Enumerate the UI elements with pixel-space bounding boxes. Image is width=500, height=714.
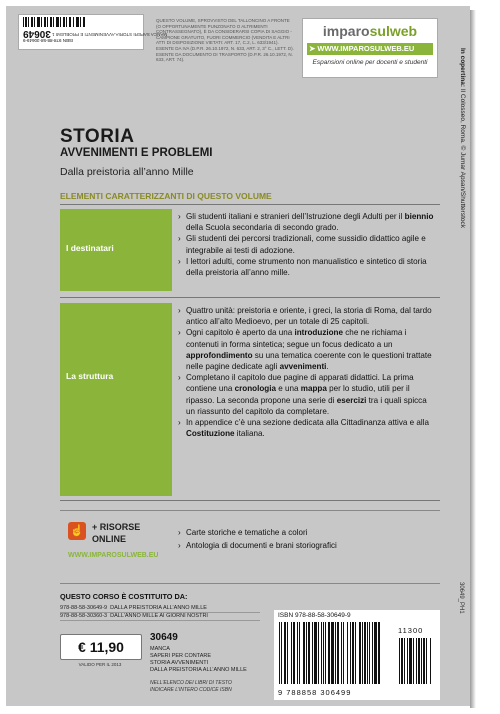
barcode-bar — [399, 638, 400, 684]
list-item — [178, 539, 434, 552]
cover-credit — [459, 48, 466, 228]
barcode-bar — [341, 622, 342, 684]
cover-credit-label: In copertina: — [459, 48, 466, 88]
bullet-icon: › — [178, 328, 181, 338]
barcode-bar — [352, 622, 354, 684]
item-text: italiana. — [234, 429, 265, 439]
barcode-number: 9 788858 306499 — [278, 688, 352, 697]
barcode-bar — [343, 622, 344, 684]
product-line: SAPERI PER CONTARE — [150, 653, 212, 659]
plus-icon: + — [92, 522, 98, 532]
item-text: . — [326, 362, 329, 372]
isbn-barcode — [274, 610, 440, 700]
item-text: Completano il capitolo due pagine di apparati didattici. La prima contiene una — [186, 373, 414, 394]
barcode-bar — [421, 638, 422, 684]
barcode-addon-number: 11300 — [398, 626, 424, 635]
barcode-bar — [401, 638, 403, 684]
item-emphasis: avvenimenti — [279, 362, 327, 372]
composition-desc: DALL’ANNO MILLE AI GIORNI NOSTRI — [110, 613, 208, 619]
barcode-bar — [279, 622, 280, 684]
bullet-icon: › — [178, 541, 181, 550]
item-emphasis: cronologia — [234, 384, 276, 394]
item-text: I lettori adulti, come strumento non manualistico e sintetico di storia della preistoria all’anno mille. — [186, 256, 427, 278]
item-emphasis: biennio — [404, 212, 434, 221]
arrow-icon: ➤ — [309, 44, 318, 53]
barcode-bar — [378, 622, 380, 684]
barcode-bar — [404, 638, 405, 684]
list-item — [178, 327, 434, 372]
product-code: 30649 — [150, 632, 178, 643]
barcode-bar — [321, 622, 322, 684]
price-validity: VALIDO PER IL 2013 — [78, 662, 122, 667]
barcode-bar — [367, 622, 368, 684]
item-text: per lo studio, utili per il ripasso. La seconda propone una serie di — [186, 384, 410, 405]
barcode-bar — [418, 638, 420, 684]
item-emphasis: approfondimento — [186, 350, 253, 360]
composition-isbn: 978-88-58-30360-3 — [60, 613, 108, 619]
bullet-icon: › — [178, 418, 181, 428]
barcode-icon — [278, 622, 394, 686]
item-emphasis: mappa — [300, 384, 327, 394]
imparosulweb-box — [302, 18, 438, 78]
barcode-bar — [284, 622, 286, 684]
barcode-bar — [331, 622, 334, 684]
bullet-icon: › — [178, 256, 181, 266]
isbn-note — [150, 680, 232, 693]
barcode-bar — [369, 622, 370, 684]
imparosulweb-url[interactable] — [307, 43, 433, 55]
divider — [60, 510, 440, 511]
item-emphasis: esercizi — [336, 395, 367, 405]
list-item — [178, 211, 434, 233]
section-title: ELEMENTI CARATTERIZZANTI DI QUESTO VOLUME — [60, 191, 272, 201]
barcode-bar — [423, 638, 425, 684]
product-line: DALLA PREISTORIA ALL’ANNO MILLE — [150, 667, 247, 673]
list-item — [178, 305, 434, 327]
destinatari-label-cell — [60, 209, 172, 291]
price: € 11,90 — [78, 639, 124, 655]
barcode-bar — [426, 638, 427, 684]
barcode-bar — [308, 622, 310, 684]
product-line: MANCA — [150, 646, 170, 652]
barcode-bar — [335, 622, 336, 684]
barcode-bar — [306, 622, 307, 684]
hand-pointer-icon: ☝ — [68, 522, 86, 540]
price-box — [60, 634, 142, 660]
bullet-icon: › — [178, 528, 181, 537]
barcode-bar — [362, 622, 363, 684]
barcode-bar — [350, 622, 351, 684]
resources-title-line-2: ONLINE — [92, 534, 127, 544]
destinatari-content — [178, 211, 434, 278]
item-text: su una tematica coerente con le questioni trattate nelle pagine dedicate agli — [186, 350, 432, 372]
spine-code: 30649_PH1 — [458, 582, 464, 614]
top-barcode-isbn: ISBN 978-88-58-30649-9 — [23, 38, 74, 43]
item-emphasis: introduzione — [294, 328, 344, 338]
resources-title-1-text: RISORSE — [99, 522, 141, 532]
barcode-bar — [293, 622, 295, 684]
barcode-bar — [372, 622, 373, 684]
resources-url[interactable]: WWW.IMPAROSULWEB.EU — [68, 552, 159, 559]
barcode-bar — [413, 638, 414, 684]
barcode-bar — [347, 622, 348, 684]
item-text: Quattro unità: preistoria e oriente, i greci, la storia di Roma, dal tardo antico all’alto Medioevo, per un totale di 25 capitoli. — [186, 306, 432, 327]
barcode-bar — [364, 622, 366, 684]
barcode-bar — [312, 622, 313, 684]
isbn-note-line: NELL’ELENCO DEI LIBRI DI TESTO — [150, 680, 232, 686]
legal-notice: QUESTO VOLUME, SPROVVISTO DEL TALLONCINO A FRONTE (O OPPORTUNAMENTE PUNZONATO O ALTRIMENTI CONTRASSEGNATO), È DA CONSIDERARSI COPIA DI SAGGIO - CAMPIONE GRATUITO, FUORI COMMERCIO (VENDITA E ALTRI ATTI DI DISPOSIZIONE VIETATI: ART. 17, C.2, L. 633/1941). ESENTE DA IVA (D.P.R. 26.10.1972, N. 633, ART. 2, 3° C., LETT. D). ESENTE DA DOCUMENTO DI TRASPORTO (D.P.R. 26.10.1972, N. 633, ART. 74). — [156, 18, 294, 63]
resource-item-text: Antologia di documenti e brani storiografici — [186, 541, 337, 550]
barcode-bar — [299, 622, 300, 684]
list-item — [178, 372, 434, 417]
bullet-icon: › — [178, 306, 181, 315]
isbn-note-line: INDICARE L’INTERO CODICE ISBN — [150, 686, 232, 693]
features-table — [60, 204, 440, 501]
imparosulweb-logo — [303, 23, 437, 39]
item-text: tra i quali spicca un riassunto del capitolo da completare. — [186, 395, 427, 416]
composition-row — [60, 612, 260, 620]
book-title: STORIA — [60, 126, 135, 147]
barcode-bar — [287, 622, 288, 684]
top-barcode-imprint: MANCA SAPERI STORIA AVVENIMENTI E PROBLEMI 1 — [52, 32, 168, 37]
barcode-bar — [430, 638, 431, 684]
item-text: Gli studenti italiani e stranieri dell’Istruzione degli Adulti per il — [186, 212, 405, 221]
imparosulweb-url-text: WWW.IMPAROSULWEB.EU — [317, 44, 415, 53]
barcode-addon-icon — [398, 638, 436, 686]
imparosulweb-tagline: Espansioni online per docenti e studenti — [312, 59, 428, 66]
barcode-bar — [325, 622, 326, 684]
book-volume-title: Dalla preistoria all’anno Mille — [60, 166, 194, 178]
barcode-bar — [323, 622, 324, 684]
cover-credit-text: Il Colosseo, Roma. © Jumar Apsan/Shutterstock — [459, 88, 466, 229]
logo-part-2: sulweb — [369, 23, 418, 39]
composition-isbn: 978-88-58-30649-9 — [60, 605, 108, 611]
bullet-icon: › — [178, 234, 181, 244]
online-resources-badge[interactable] — [68, 522, 168, 554]
list-item — [178, 256, 434, 278]
barcode-bar — [314, 622, 317, 684]
struttura-content — [178, 305, 434, 439]
barcode-bar — [291, 622, 292, 684]
barcode-bar — [318, 622, 319, 684]
book-subtitle: AVVENIMENTI E PROBLEMI — [60, 147, 213, 159]
bullet-icon: › — [178, 373, 181, 383]
resource-item-text: Carte storiche e tematiche a colori — [186, 528, 308, 537]
list-item — [178, 233, 434, 255]
barcode-bar — [337, 622, 339, 684]
composition-desc: DALLA PREISTORIA ALL’ANNO MILLE — [110, 605, 207, 611]
resources-title-line-1 — [92, 522, 140, 532]
item-text: Gli studenti dei percorsi tradizionali, come sussidio didattico agile e integrabile ai testi di adozione. — [186, 234, 426, 255]
top-barcode-code: 30649 — [23, 28, 51, 39]
barcode-bar — [303, 622, 305, 684]
barcode-bar — [281, 622, 282, 684]
barcode-bar — [355, 622, 356, 684]
list-item — [178, 417, 434, 439]
course-composition-title: QUESTO CORSO È COSTITUITO DA: — [60, 592, 188, 601]
struttura-label-cell — [60, 303, 172, 496]
item-text: che ne richiama i contenuti in forma sintetica; segue un focus dedicato a un — [186, 328, 407, 349]
barcode-bar — [297, 622, 298, 684]
divider — [60, 620, 260, 621]
barcode-bar — [374, 622, 377, 684]
barcode-bar — [328, 622, 330, 684]
divider — [60, 583, 440, 584]
item-text: Ogni capitolo è aperto da una — [186, 328, 295, 338]
logo-part-1: imparo — [322, 23, 370, 39]
item-text: In appendice c’è una sezione dedicata alla Cittadinanza attiva e alla — [186, 418, 429, 428]
table-divider — [60, 297, 440, 298]
struttura-label: La struttura — [66, 371, 114, 381]
product-description — [150, 646, 247, 674]
resources-list — [178, 526, 434, 552]
list-item — [178, 526, 434, 539]
barcode-bar — [359, 622, 361, 684]
book-back-cover — [6, 6, 470, 706]
online-resources — [60, 516, 440, 576]
barcode-bar — [407, 638, 408, 684]
item-text: e una — [275, 384, 301, 394]
barcode-bar — [409, 638, 412, 684]
page-shadow — [470, 10, 476, 708]
composition-row — [60, 604, 260, 612]
bullet-icon: › — [178, 212, 181, 221]
isbn-label: ISBN 978-88-58-30649-9 — [278, 612, 351, 619]
barcode-bar — [416, 638, 417, 684]
destinatari-label: I destinatari — [66, 243, 114, 253]
item-emphasis: Costituzione — [186, 429, 235, 439]
item-text: della Scuola secondaria di secondo grado. — [186, 223, 339, 233]
divider — [60, 612, 260, 613]
product-line: STORIA AVVENIMENTI — [150, 660, 209, 666]
